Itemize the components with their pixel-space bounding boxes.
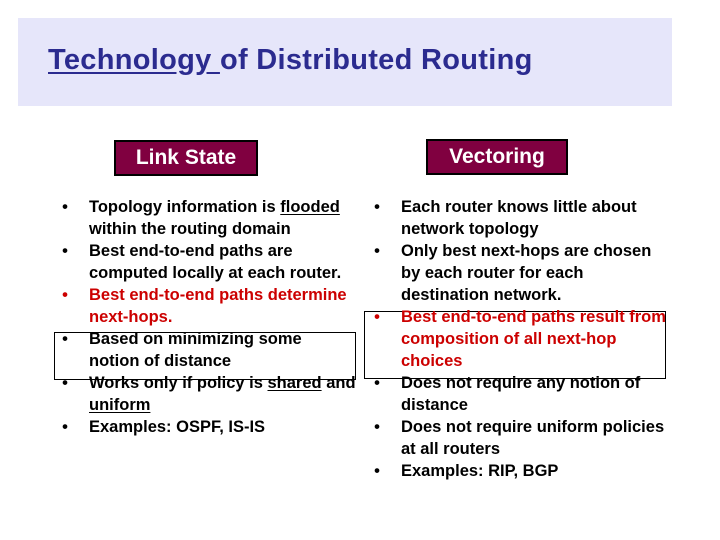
link-state-header: Link State <box>114 140 258 176</box>
list-item <box>368 240 668 306</box>
list-item <box>56 328 356 372</box>
title-rest: of Distributed Routing <box>219 44 533 76</box>
list-item-emphasis <box>368 306 668 372</box>
title-underlined-part: Technology <box>48 44 220 76</box>
bullet-text-underlined: flooded <box>280 198 340 216</box>
list-item <box>368 416 668 460</box>
list-item-emphasis <box>56 284 356 328</box>
list-item <box>56 372 356 416</box>
list-item <box>368 460 668 482</box>
bullet-text: Best end-to-end paths are computed locally at each router. <box>89 242 342 282</box>
bullet-text: Examples: OSPF, IS-IS <box>89 418 266 436</box>
list-item <box>368 372 668 416</box>
link-state-column <box>56 196 356 438</box>
bullet-icon: • <box>62 374 68 392</box>
list-item <box>56 196 356 240</box>
bullet-text: Best end-to-end paths result from composition of all next-hop choices <box>401 308 666 370</box>
vectoring-header: Vectoring <box>426 139 568 175</box>
bullet-text: Topology information is <box>89 198 281 216</box>
bullet-icon: • <box>62 286 68 304</box>
bullet-icon: • <box>62 418 68 436</box>
bullet-icon: • <box>374 374 380 392</box>
list-item <box>56 240 356 284</box>
bullet-icon: • <box>374 198 380 216</box>
bullet-text: Only best next-hops are chosen by each router for each destination network. <box>401 242 652 304</box>
bullet-icon: • <box>374 418 380 436</box>
bullet-text: Examples: RIP, BGP <box>401 462 559 480</box>
slide-title <box>48 44 533 77</box>
bullet-text: and <box>321 374 356 392</box>
bullet-text-underlined: uniform <box>89 396 151 414</box>
bullet-text-underlined: shared <box>267 374 322 392</box>
bullet-icon: • <box>62 330 68 348</box>
bullet-icon: • <box>374 462 380 480</box>
bullet-text: Each router knows little about network topology <box>401 198 637 238</box>
list-item <box>368 196 668 240</box>
bullet-text: within the routing domain <box>89 220 291 238</box>
bullet-text: Does not require any notion of distance <box>401 374 641 414</box>
bullet-icon: • <box>62 198 68 216</box>
bullet-icon: • <box>62 242 68 260</box>
list-item <box>56 416 356 438</box>
bullet-icon: • <box>374 308 380 326</box>
bullet-text: Best end-to-end paths determine next-hops. <box>89 286 347 326</box>
bullet-text: Based on minimizing some notion of distance <box>89 330 302 370</box>
vectoring-column <box>368 196 668 482</box>
bullet-text: Does not require uniform policies at all routers <box>401 418 665 458</box>
bullet-text: Works only if policy is <box>89 374 268 392</box>
bullet-icon: • <box>374 242 380 260</box>
